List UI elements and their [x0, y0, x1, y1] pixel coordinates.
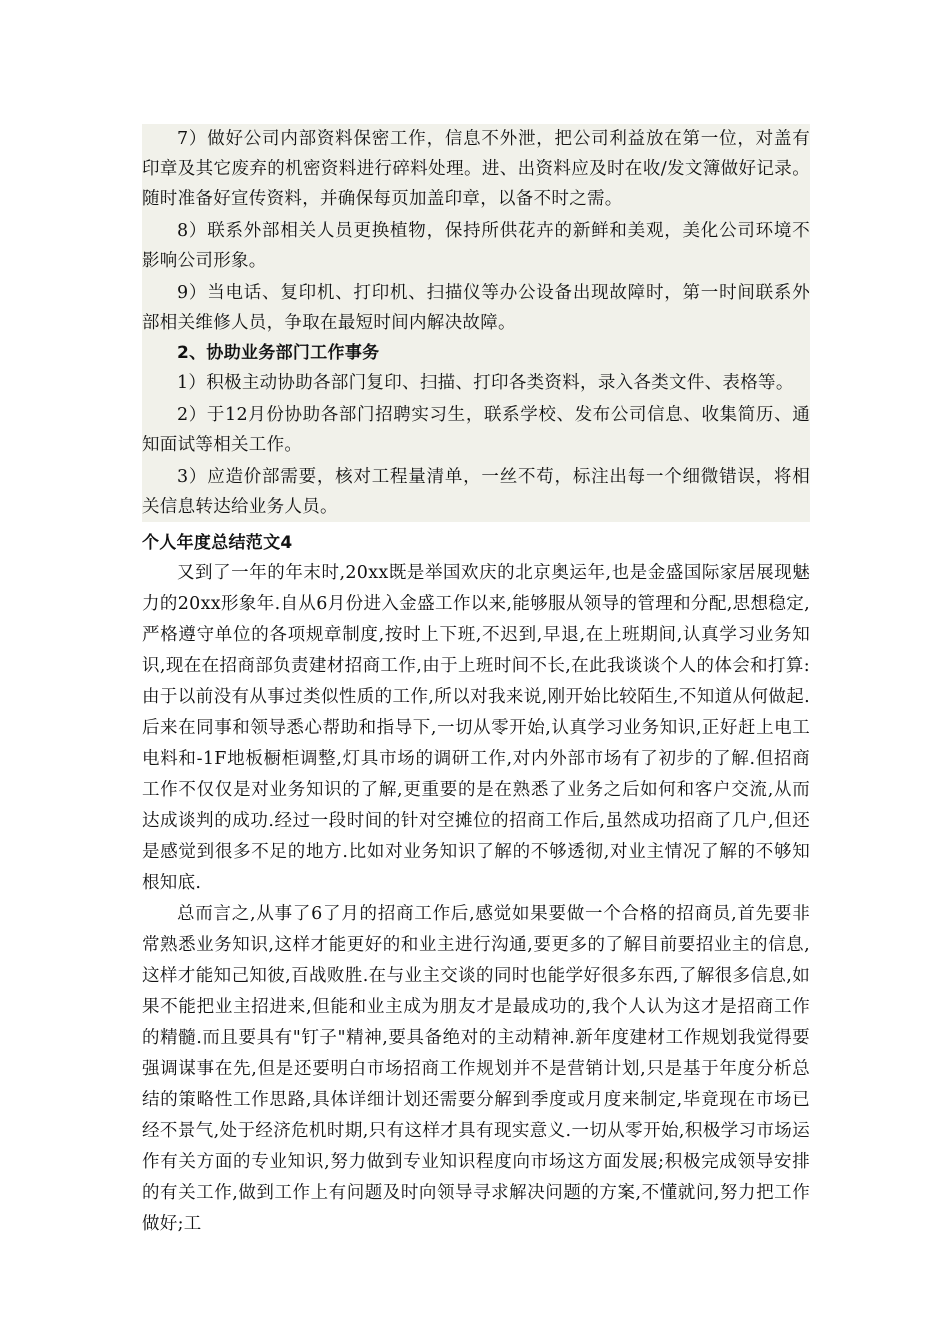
paragraph-sub-item-2: 2）于12月份协助各部门招聘实习生，联系学校、发布公司信息、收集简历、通知面试等相关工作。	[142, 405, 810, 455]
section-office-duties	[142, 124, 810, 522]
paragraph-sub-item-1: 1）积极主动协助各部门复印、扫描、打印各类资料，录入各类文件、表格等。	[177, 373, 794, 393]
summary-paragraph-2: 总而言之,从事了6了月的招商工作后,感觉如果要做一个合格的招商员,首先要非常熟悉业务知识,这样才能更好的和业主进行沟通,要更多的了解目前要招业主的信息,这样才能知己知彼,百战败胜.在与业主交谈的同时也能学好很多东西,了解很多信息,如果不能把业主招进来,但能和业主成为朋友才是最成功的,我个人认为这才是招商工作的精髓.而且要具有"钉子"精神,要具备绝对的主动精神.新年度建材工作规划我觉得要强调谋事在先,但是还要明白市场招商工作规划并不是营销计划,只是基于年度分析总结的策略性工作思路,具体详细计划还需要分解到季度或月度来制定,毕竟现在市场已经不景气,处于经济危机时期,只有这样才具有现实意义.一切从零开始,积极学习市场运作有关方面的专业知识,努力做到专业知识程度向市场这方面发展;积极完成领导安排的有关工作,做到工作上有问题及时向领导寻求解决问题的方案,不懂就问,努力把工作做好;工	[142, 904, 810, 1234]
paragraph-item-8: 8）联系外部相关人员更换植物，保持所供花卉的新鲜和美观，美化公司环境不影响公司形象。	[142, 221, 810, 271]
section-heading: 个人年度总结范文4	[142, 533, 293, 553]
subheading-assist-business: 2、协助业务部门工作事务	[177, 343, 380, 363]
paragraph-item-7: 7）做好公司内部资料保密工作，信息不外泄，把公司利益放在第一位，对盖有印章及其它废弃的机密资料进行碎料处理。进、出资料应及时在收/发文簿做好记录。随时准备好宣传资料，并确保每页加盖印章，以备不时之需。	[142, 129, 810, 209]
summary-paragraph-1: 又到了一年的年末时,20xx既是举国欢庆的北京奥运年,也是金盛国际家居展现魅力的20xx形象年.自从6月份进入金盛工作以来,能够服从领导的管理和分配,思想稳定,严格遵守单位的各项规章制度,按时上下班,不迟到,早退,在上班期间,认真学习业务知识,现在在招商部负责建材招商工作,由于上班时间不长,在此我谈谈个人的体会和打算:由于以前没有从事过类似性质的工作,所以对我来说,刚开始比较陌生,不知道从何做起.后来在同事和领导悉心帮助和指导下,一切从零开始,认真学习业务知识,正好赶上电工电料和-1F地板橱柜调整,灯具市场的调研工作,对内外部市场有了初步的了解.但招商工作不仅仅是对业务知识的了解,更重要的是在熟悉了业务之后如何和客户交流,从而达成谈判的成功.经过一段时间的针对空摊位的招商工作后,虽然成功招商了几户,但还是感觉到很多不足的地方.比如对业务知识了解的不够透彻,对业主情况了解的不够知根知底.	[142, 563, 810, 893]
section-annual-summary-4	[142, 528, 810, 1240]
paragraph-item-9: 9）当电话、复印机、打印机、扫描仪等办公设备出现故障时，第一时间联系外部相关维修人员，争取在最短时间内解决故障。	[142, 283, 810, 333]
paragraph-sub-item-3: 3）应造价部需要，核对工程量清单，一丝不苟，标注出每一个细微错误，将相关信息转达给业务人员。	[142, 467, 810, 517]
